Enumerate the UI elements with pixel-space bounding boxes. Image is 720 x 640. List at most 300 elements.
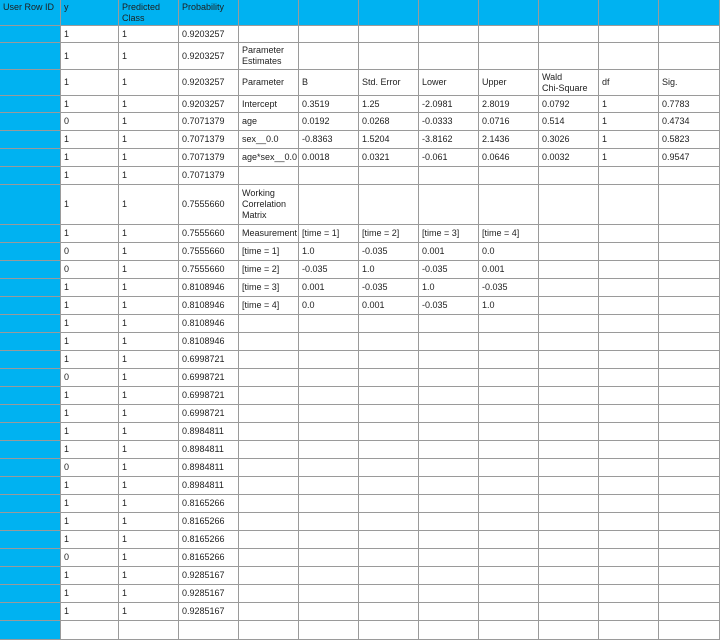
table-cell[interactable]: 0.7071379 [179, 149, 239, 167]
table-cell[interactable] [539, 441, 599, 459]
table-cell[interactable] [479, 351, 539, 369]
table-cell[interactable]: 1 [119, 96, 179, 113]
table-cell[interactable] [359, 513, 419, 531]
table-cell[interactable]: Wald Chi-Square [539, 70, 599, 96]
table-cell[interactable] [539, 243, 599, 261]
table-cell[interactable]: -2.0981 [419, 96, 479, 113]
table-cell[interactable]: 0.4734 [659, 113, 720, 131]
table-cell[interactable]: Upper [479, 70, 539, 96]
table-cell[interactable] [599, 261, 659, 279]
row-header[interactable] [0, 351, 61, 369]
table-cell[interactable]: 0.7555660 [179, 261, 239, 279]
table-cell[interactable] [599, 405, 659, 423]
table-cell[interactable] [299, 549, 359, 567]
row-header[interactable] [0, 185, 61, 225]
table-cell[interactable]: age [239, 113, 299, 131]
table-cell[interactable] [599, 167, 659, 185]
table-cell[interactable]: 1 [599, 113, 659, 131]
table-cell[interactable]: Parameter [239, 70, 299, 96]
table-cell[interactable] [479, 423, 539, 441]
table-cell[interactable] [599, 369, 659, 387]
table-cell[interactable]: 0.7555660 [179, 185, 239, 225]
table-cell[interactable] [239, 567, 299, 585]
table-cell[interactable]: 0.7555660 [179, 243, 239, 261]
table-cell[interactable] [239, 26, 299, 43]
table-cell[interactable] [479, 441, 539, 459]
table-cell[interactable] [539, 585, 599, 603]
table-cell[interactable]: -0.035 [479, 279, 539, 297]
table-cell[interactable] [599, 621, 659, 640]
table-cell[interactable]: -0.035 [419, 261, 479, 279]
table-cell[interactable] [659, 315, 720, 333]
row-header[interactable] [0, 567, 61, 585]
table-cell[interactable] [299, 351, 359, 369]
table-cell[interactable] [599, 495, 659, 513]
table-cell[interactable]: 1 [119, 243, 179, 261]
table-cell[interactable] [239, 495, 299, 513]
table-cell[interactable] [659, 26, 720, 43]
table-cell[interactable] [479, 167, 539, 185]
table-cell[interactable]: 0.6998721 [179, 369, 239, 387]
table-cell[interactable]: Working Correlation Matrix [239, 185, 299, 225]
table-cell[interactable] [479, 185, 539, 225]
table-cell[interactable] [299, 585, 359, 603]
table-cell[interactable] [419, 549, 479, 567]
table-cell[interactable]: 1 [119, 131, 179, 149]
table-cell[interactable] [599, 477, 659, 495]
table-cell[interactable]: 1 [61, 585, 119, 603]
table-cell[interactable]: 1 [119, 185, 179, 225]
table-cell[interactable] [539, 495, 599, 513]
table-cell[interactable] [479, 585, 539, 603]
table-cell[interactable]: 0.0646 [479, 149, 539, 167]
table-cell[interactable] [299, 477, 359, 495]
table-cell[interactable]: 0.514 [539, 113, 599, 131]
table-cell[interactable] [419, 26, 479, 43]
table-cell[interactable] [659, 477, 720, 495]
table-cell[interactable]: 0.8165266 [179, 513, 239, 531]
table-cell[interactable] [299, 333, 359, 351]
column-header[interactable] [419, 0, 479, 26]
table-cell[interactable]: -0.061 [419, 149, 479, 167]
table-cell[interactable] [419, 185, 479, 225]
table-cell[interactable] [659, 279, 720, 297]
table-cell[interactable]: 0 [61, 113, 119, 131]
table-cell[interactable] [299, 513, 359, 531]
table-cell[interactable] [539, 621, 599, 640]
table-cell[interactable] [599, 26, 659, 43]
table-cell[interactable]: 0.9285167 [179, 585, 239, 603]
table-cell[interactable] [359, 495, 419, 513]
table-cell[interactable] [479, 315, 539, 333]
table-cell[interactable] [299, 441, 359, 459]
table-cell[interactable] [599, 459, 659, 477]
table-cell[interactable]: 1 [119, 459, 179, 477]
table-cell[interactable]: 0.7783 [659, 96, 720, 113]
table-cell[interactable] [539, 351, 599, 369]
table-cell[interactable]: Parameter Estimates [239, 43, 299, 70]
table-cell[interactable] [599, 513, 659, 531]
table-cell[interactable]: 1 [61, 333, 119, 351]
table-cell[interactable] [659, 43, 720, 70]
row-header[interactable] [0, 585, 61, 603]
table-cell[interactable] [299, 43, 359, 70]
table-cell[interactable] [599, 423, 659, 441]
table-cell[interactable] [239, 531, 299, 549]
table-cell[interactable]: 1 [61, 225, 119, 243]
table-cell[interactable]: df [599, 70, 659, 96]
table-cell[interactable]: [time = 4] [479, 225, 539, 243]
table-cell[interactable] [479, 26, 539, 43]
row-header[interactable] [0, 531, 61, 549]
table-cell[interactable]: 0.3519 [299, 96, 359, 113]
table-cell[interactable] [539, 531, 599, 549]
table-cell[interactable] [239, 459, 299, 477]
table-cell[interactable] [299, 459, 359, 477]
table-cell[interactable]: -0.035 [359, 243, 419, 261]
table-cell[interactable] [479, 549, 539, 567]
table-cell[interactable] [599, 243, 659, 261]
table-cell[interactable] [539, 185, 599, 225]
table-cell[interactable] [599, 333, 659, 351]
table-cell[interactable] [659, 513, 720, 531]
table-cell[interactable] [299, 495, 359, 513]
table-cell[interactable] [359, 585, 419, 603]
table-cell[interactable] [359, 621, 419, 640]
table-cell[interactable] [599, 585, 659, 603]
row-header[interactable] [0, 315, 61, 333]
table-cell[interactable]: 0 [61, 369, 119, 387]
table-cell[interactable] [359, 167, 419, 185]
table-cell[interactable] [419, 531, 479, 549]
table-cell[interactable] [61, 621, 119, 640]
table-cell[interactable]: 0.8984811 [179, 459, 239, 477]
table-cell[interactable]: 1 [61, 185, 119, 225]
table-cell[interactable]: 0.001 [299, 279, 359, 297]
table-cell[interactable] [299, 423, 359, 441]
table-cell[interactable]: 0.0032 [539, 149, 599, 167]
table-cell[interactable]: 1.0 [299, 243, 359, 261]
table-cell[interactable] [359, 441, 419, 459]
table-cell[interactable]: 0.8984811 [179, 441, 239, 459]
table-cell[interactable] [419, 167, 479, 185]
table-cell[interactable]: 0.9203257 [179, 96, 239, 113]
table-cell[interactable] [239, 315, 299, 333]
table-cell[interactable] [419, 513, 479, 531]
table-cell[interactable] [359, 351, 419, 369]
table-cell[interactable] [419, 43, 479, 70]
table-cell[interactable]: 1 [599, 96, 659, 113]
table-cell[interactable] [419, 315, 479, 333]
table-cell[interactable]: 0.9203257 [179, 26, 239, 43]
table-cell[interactable] [539, 459, 599, 477]
table-cell[interactable]: 0.0268 [359, 113, 419, 131]
table-cell[interactable]: 1 [119, 43, 179, 70]
table-cell[interactable]: 1 [61, 513, 119, 531]
table-cell[interactable]: -0.035 [299, 261, 359, 279]
table-cell[interactable]: 1 [119, 495, 179, 513]
table-cell[interactable] [239, 167, 299, 185]
table-cell[interactable] [419, 585, 479, 603]
table-cell[interactable]: 0.5823 [659, 131, 720, 149]
table-cell[interactable]: 1 [61, 531, 119, 549]
row-header[interactable] [0, 549, 61, 567]
table-cell[interactable]: Sig. [659, 70, 720, 96]
table-cell[interactable]: 1 [61, 315, 119, 333]
table-cell[interactable]: 0.8108946 [179, 315, 239, 333]
table-cell[interactable] [599, 297, 659, 315]
table-cell[interactable] [659, 297, 720, 315]
table-cell[interactable] [539, 369, 599, 387]
table-cell[interactable] [479, 567, 539, 585]
row-header[interactable] [0, 423, 61, 441]
table-cell[interactable]: 0.001 [419, 243, 479, 261]
row-header[interactable] [0, 477, 61, 495]
table-cell[interactable] [239, 387, 299, 405]
table-cell[interactable] [239, 441, 299, 459]
column-header[interactable] [359, 0, 419, 26]
table-cell[interactable]: 0 [61, 243, 119, 261]
table-cell[interactable] [239, 351, 299, 369]
table-cell[interactable]: 1 [119, 477, 179, 495]
table-cell[interactable]: 0.6998721 [179, 351, 239, 369]
row-header[interactable] [0, 459, 61, 477]
table-cell[interactable] [359, 43, 419, 70]
table-cell[interactable] [479, 513, 539, 531]
table-cell[interactable] [659, 243, 720, 261]
table-cell[interactable] [479, 387, 539, 405]
table-cell[interactable] [359, 369, 419, 387]
table-cell[interactable] [119, 621, 179, 640]
table-cell[interactable]: [time = 4] [239, 297, 299, 315]
table-cell[interactable]: 0.0018 [299, 149, 359, 167]
row-header[interactable] [0, 131, 61, 149]
table-cell[interactable] [599, 315, 659, 333]
table-cell[interactable]: 1 [61, 26, 119, 43]
table-cell[interactable] [299, 315, 359, 333]
table-cell[interactable] [659, 567, 720, 585]
table-cell[interactable] [299, 369, 359, 387]
table-cell[interactable] [299, 567, 359, 585]
table-cell[interactable]: 1 [119, 333, 179, 351]
row-header[interactable] [0, 441, 61, 459]
table-cell[interactable]: 0.7071379 [179, 131, 239, 149]
table-cell[interactable]: 1 [119, 297, 179, 315]
table-cell[interactable] [299, 531, 359, 549]
row-header[interactable] [0, 26, 61, 43]
table-cell[interactable] [539, 513, 599, 531]
row-header[interactable] [0, 333, 61, 351]
row-header[interactable] [0, 243, 61, 261]
table-cell[interactable] [539, 423, 599, 441]
table-cell[interactable]: -0.035 [419, 297, 479, 315]
table-cell[interactable] [599, 603, 659, 621]
table-cell[interactable]: Std. Error [359, 70, 419, 96]
table-cell[interactable] [419, 351, 479, 369]
row-header[interactable] [0, 297, 61, 315]
table-cell[interactable] [419, 405, 479, 423]
table-cell[interactable]: 1 [61, 149, 119, 167]
table-cell[interactable] [479, 603, 539, 621]
table-cell[interactable] [539, 167, 599, 185]
table-cell[interactable]: -0.035 [359, 279, 419, 297]
table-cell[interactable]: 1.0 [479, 297, 539, 315]
table-cell[interactable] [539, 279, 599, 297]
table-cell[interactable] [599, 279, 659, 297]
table-cell[interactable] [239, 549, 299, 567]
table-cell[interactable] [479, 369, 539, 387]
table-cell[interactable] [299, 185, 359, 225]
table-cell[interactable] [419, 387, 479, 405]
table-cell[interactable] [539, 297, 599, 315]
table-cell[interactable]: 1 [119, 423, 179, 441]
column-header[interactable]: y [61, 0, 119, 26]
table-cell[interactable] [539, 261, 599, 279]
table-cell[interactable] [239, 513, 299, 531]
table-cell[interactable] [659, 261, 720, 279]
table-cell[interactable] [659, 369, 720, 387]
table-cell[interactable]: 1 [61, 43, 119, 70]
table-cell[interactable] [539, 43, 599, 70]
table-cell[interactable]: 0.0792 [539, 96, 599, 113]
table-cell[interactable]: 0.6998721 [179, 387, 239, 405]
table-cell[interactable] [479, 459, 539, 477]
table-cell[interactable]: 1 [599, 131, 659, 149]
row-header[interactable] [0, 43, 61, 70]
table-cell[interactable]: 1 [61, 387, 119, 405]
table-cell[interactable]: -3.8162 [419, 131, 479, 149]
table-cell[interactable] [239, 621, 299, 640]
table-cell[interactable] [659, 333, 720, 351]
table-cell[interactable] [419, 621, 479, 640]
table-cell[interactable] [599, 185, 659, 225]
table-cell[interactable]: 0.7071379 [179, 167, 239, 185]
table-cell[interactable] [419, 459, 479, 477]
table-cell[interactable] [299, 621, 359, 640]
table-cell[interactable]: 0.001 [359, 297, 419, 315]
row-header[interactable] [0, 96, 61, 113]
table-cell[interactable]: Measurement [239, 225, 299, 243]
table-cell[interactable]: 0.7071379 [179, 113, 239, 131]
table-cell[interactable] [659, 225, 720, 243]
column-header[interactable] [239, 0, 299, 26]
table-cell[interactable] [599, 351, 659, 369]
table-cell[interactable]: 0.6998721 [179, 405, 239, 423]
table-cell[interactable]: 0.9547 [659, 149, 720, 167]
table-cell[interactable]: 1 [119, 513, 179, 531]
table-cell[interactable]: 1 [119, 405, 179, 423]
table-cell[interactable] [419, 495, 479, 513]
row-header[interactable] [0, 70, 61, 96]
table-cell[interactable] [299, 603, 359, 621]
table-cell[interactable]: 1 [119, 567, 179, 585]
table-cell[interactable] [599, 567, 659, 585]
table-cell[interactable] [539, 387, 599, 405]
table-cell[interactable] [659, 351, 720, 369]
table-cell[interactable]: 1 [61, 297, 119, 315]
table-cell[interactable]: [time = 2] [239, 261, 299, 279]
row-header[interactable] [0, 405, 61, 423]
table-cell[interactable]: 0.8165266 [179, 549, 239, 567]
table-cell[interactable] [659, 185, 720, 225]
table-cell[interactable] [659, 423, 720, 441]
table-cell[interactable] [419, 369, 479, 387]
table-cell[interactable] [659, 405, 720, 423]
table-cell[interactable]: -0.0333 [419, 113, 479, 131]
table-cell[interactable]: 1 [119, 26, 179, 43]
row-header[interactable] [0, 387, 61, 405]
table-cell[interactable]: 1 [119, 441, 179, 459]
table-cell[interactable] [539, 225, 599, 243]
row-header[interactable] [0, 261, 61, 279]
table-cell[interactable]: 0.0 [479, 243, 539, 261]
table-cell[interactable]: [time = 1] [299, 225, 359, 243]
table-cell[interactable]: 0.8984811 [179, 477, 239, 495]
table-cell[interactable]: 0.8108946 [179, 297, 239, 315]
table-cell[interactable] [479, 405, 539, 423]
table-cell[interactable]: [time = 3] [239, 279, 299, 297]
row-header[interactable] [0, 113, 61, 131]
table-cell[interactable] [419, 333, 479, 351]
table-cell[interactable] [539, 567, 599, 585]
table-cell[interactable]: 0.3026 [539, 131, 599, 149]
table-cell[interactable] [599, 531, 659, 549]
table-cell[interactable] [599, 549, 659, 567]
table-cell[interactable]: Intercept [239, 96, 299, 113]
table-cell[interactable]: 1 [61, 405, 119, 423]
table-cell[interactable]: 0.0 [299, 297, 359, 315]
table-cell[interactable]: 0.8984811 [179, 423, 239, 441]
table-cell[interactable]: 1 [119, 167, 179, 185]
table-cell[interactable]: 1 [119, 351, 179, 369]
table-cell[interactable] [539, 315, 599, 333]
table-cell[interactable]: 1 [119, 113, 179, 131]
row-header[interactable] [0, 513, 61, 531]
table-cell[interactable] [239, 603, 299, 621]
table-cell[interactable] [479, 477, 539, 495]
table-cell[interactable] [539, 603, 599, 621]
table-cell[interactable]: 0.8108946 [179, 279, 239, 297]
table-cell[interactable] [659, 167, 720, 185]
table-cell[interactable] [239, 405, 299, 423]
table-cell[interactable]: 1 [61, 96, 119, 113]
table-cell[interactable]: 0.0321 [359, 149, 419, 167]
table-cell[interactable]: 1 [119, 531, 179, 549]
table-cell[interactable] [479, 333, 539, 351]
table-cell[interactable] [239, 369, 299, 387]
table-cell[interactable]: 0.7555660 [179, 225, 239, 243]
table-cell[interactable] [299, 387, 359, 405]
table-cell[interactable]: 1 [61, 131, 119, 149]
table-cell[interactable] [359, 549, 419, 567]
table-cell[interactable] [479, 531, 539, 549]
table-cell[interactable]: 1 [61, 70, 119, 96]
table-cell[interactable]: 0 [61, 261, 119, 279]
table-cell[interactable] [479, 43, 539, 70]
row-header[interactable] [0, 495, 61, 513]
column-header[interactable]: User Row ID [0, 0, 61, 26]
table-cell[interactable] [659, 531, 720, 549]
table-cell[interactable]: 0.8165266 [179, 531, 239, 549]
row-header[interactable] [0, 621, 61, 640]
table-cell[interactable] [659, 387, 720, 405]
table-cell[interactable]: 1 [61, 495, 119, 513]
table-cell[interactable]: [time = 2] [359, 225, 419, 243]
table-cell[interactable] [359, 315, 419, 333]
table-cell[interactable]: 2.1436 [479, 131, 539, 149]
table-cell[interactable] [539, 26, 599, 43]
table-cell[interactable]: 0.8108946 [179, 333, 239, 351]
